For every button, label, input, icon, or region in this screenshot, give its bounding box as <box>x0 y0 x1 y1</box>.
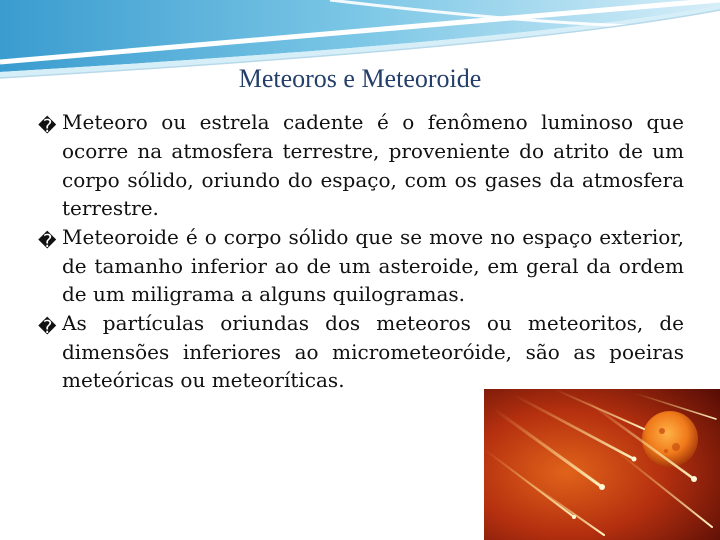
meteor-shower-image <box>484 389 720 540</box>
bullet-icon: � <box>38 230 57 252</box>
paragraph-text: Meteoroide é o corpo sólido que se move no espaço exterior, de tamanho inferior ao de um asteroide, em geral da ordem de um miligrama a alguns quilogramas. <box>62 224 684 306</box>
slide-body <box>38 108 684 395</box>
bullet-icon: � <box>38 316 57 338</box>
bullet-icon: � <box>38 116 57 137</box>
bullet-paragraph <box>38 309 684 395</box>
bullet-paragraph <box>38 223 684 309</box>
bullet-paragraph <box>38 108 684 223</box>
paragraph-text: Meteoro ou estrela cadente é o fenômeno luminoso que ocorre na atmosfera terrestre, proveniente do atrito de um corpo sólido, oriundo do espaço, com os gases da atmosfera terrestre. <box>62 110 684 220</box>
slide-title: Meteoros e Meteoroide <box>238 64 482 93</box>
paragraph-text: As partículas oriundas dos meteoros ou meteoritos, de dimensões inferiores ao micrometeoróide, são as poeiras meteóricas ou meteoríticas. <box>62 310 684 392</box>
